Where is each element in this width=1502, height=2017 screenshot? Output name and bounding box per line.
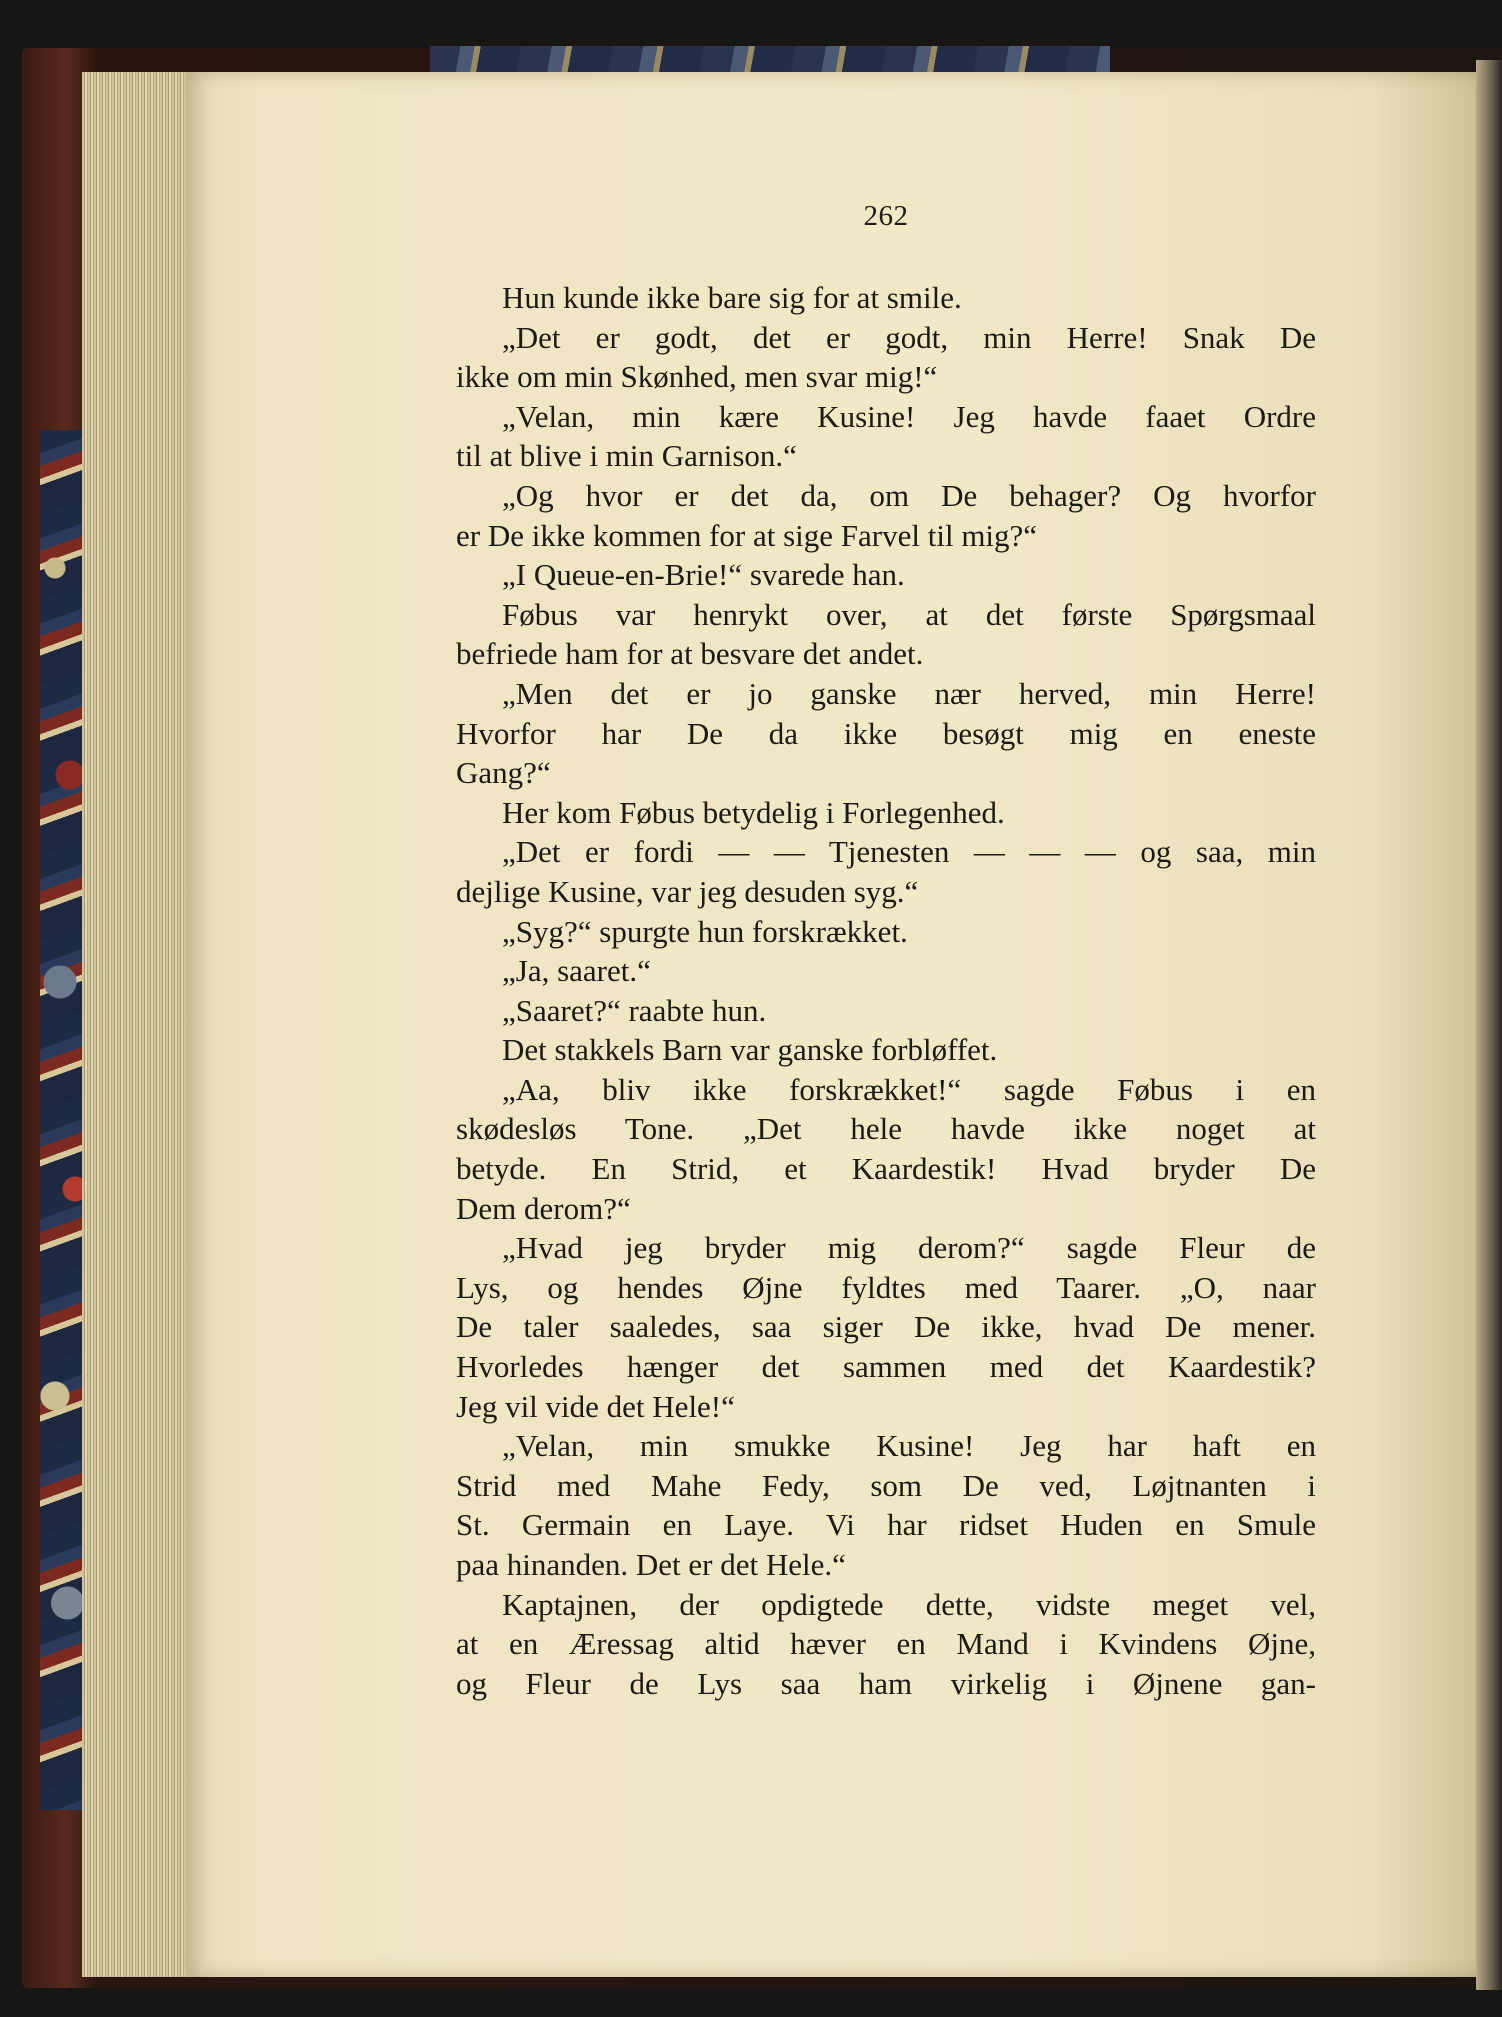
- text-line: Kaptajnen, der opdigtede dette, vidste meget vel,: [502, 1586, 1316, 1622]
- text-line: „Hvad jeg bryder mig derom?“ sagde Fleur de: [502, 1230, 1316, 1266]
- text-line: Strid med Mahe Fedy, som De ved, Løjtnanten i: [456, 1467, 1316, 1503]
- text-line: „Ja, saaret.“: [502, 953, 651, 989]
- text-line: „Syg?“ spurgte hun forskrækket.: [502, 913, 908, 949]
- text-line: Gang?“: [456, 755, 551, 791]
- text-line: „Det er fordi — — Tjenesten — — — og saa, min: [502, 834, 1316, 870]
- text-line: De taler saaledes, saa siger De ikke, hvad De mener.: [456, 1309, 1316, 1345]
- text-line: „I Queue-en-Brie!“ svarede han.: [502, 557, 905, 593]
- text-line: Hun kunde ikke bare sig for at smile.: [502, 280, 962, 315]
- text-line: „Men det er jo ganske nær herved, min Herre!: [502, 675, 1316, 711]
- text-line: „Saaret?“ raabte hun.: [502, 992, 767, 1028]
- text-line: „Aa, bliv ikke forskrækket!“ sagde Føbus i en: [502, 1071, 1316, 1107]
- text-line: er De ikke kommen for at sige Farvel til mig?“: [456, 517, 1038, 553]
- text-line: „Det er godt, det er godt, min Herre! Snak De: [502, 319, 1316, 355]
- text-line: skødesløs Tone. „Det hele havde ikke noget at: [456, 1111, 1316, 1147]
- text-line: Lys, og hendes Øjne fyldtes med Taarer. „O, naar: [456, 1269, 1316, 1305]
- text-line: betyde. En Strid, et Kaardestik! Hvad bryder De: [456, 1151, 1316, 1187]
- text-line: Her kom Føbus betydelig i Forlegenhed.: [502, 794, 1005, 830]
- text-line: at en Æressag altid hæver en Mand i Kvindens Øjne,: [456, 1626, 1316, 1662]
- text-line: dejlige Kusine, var jeg desuden syg.“: [456, 873, 919, 909]
- marbled-endpaper-top: [430, 46, 1110, 72]
- text-line: paa hinanden. Det er det Hele.“: [456, 1547, 846, 1582]
- page-number: 262: [863, 200, 909, 232]
- right-page-edge: [1476, 60, 1502, 1990]
- page-text: [456, 278, 1316, 1703]
- text-line: Føbus var henrykt over, at det første Spørgsmaal: [502, 596, 1316, 632]
- text-line: „Velan, min smukke Kusine! Jeg har haft en: [502, 1428, 1316, 1464]
- text-line: „Velan, min kære Kusine! Jeg havde faaet Ordre: [502, 398, 1316, 434]
- text-line: Jeg vil vide det Hele!“: [456, 1388, 735, 1424]
- text-line: „Og hvor er det da, om De behager? Og hvorfor: [502, 477, 1316, 513]
- text-line: og Fleur de Lys saa ham virkelig i Øjnene gan-: [456, 1665, 1316, 1701]
- text-line: ikke om min Skønhed, men svar mig!“: [456, 359, 938, 395]
- page-edges: [82, 72, 192, 1977]
- text-line: Hvorfor har De da ikke besøgt mig en eneste: [456, 715, 1316, 751]
- text-line: befriede ham for at besvare det andet.: [456, 636, 924, 672]
- text-line: Dem derom?“: [456, 1190, 631, 1226]
- text-line: Det stakkels Barn var ganske forbløffet.: [502, 1032, 998, 1068]
- text-line: Hvorledes hænger det sammen med det Kaardestik?: [456, 1349, 1316, 1385]
- text-line: St. Germain en Laye. Vi har ridset Huden en Smule: [456, 1507, 1316, 1543]
- text-line: til at blive i min Garnison.“: [456, 438, 797, 474]
